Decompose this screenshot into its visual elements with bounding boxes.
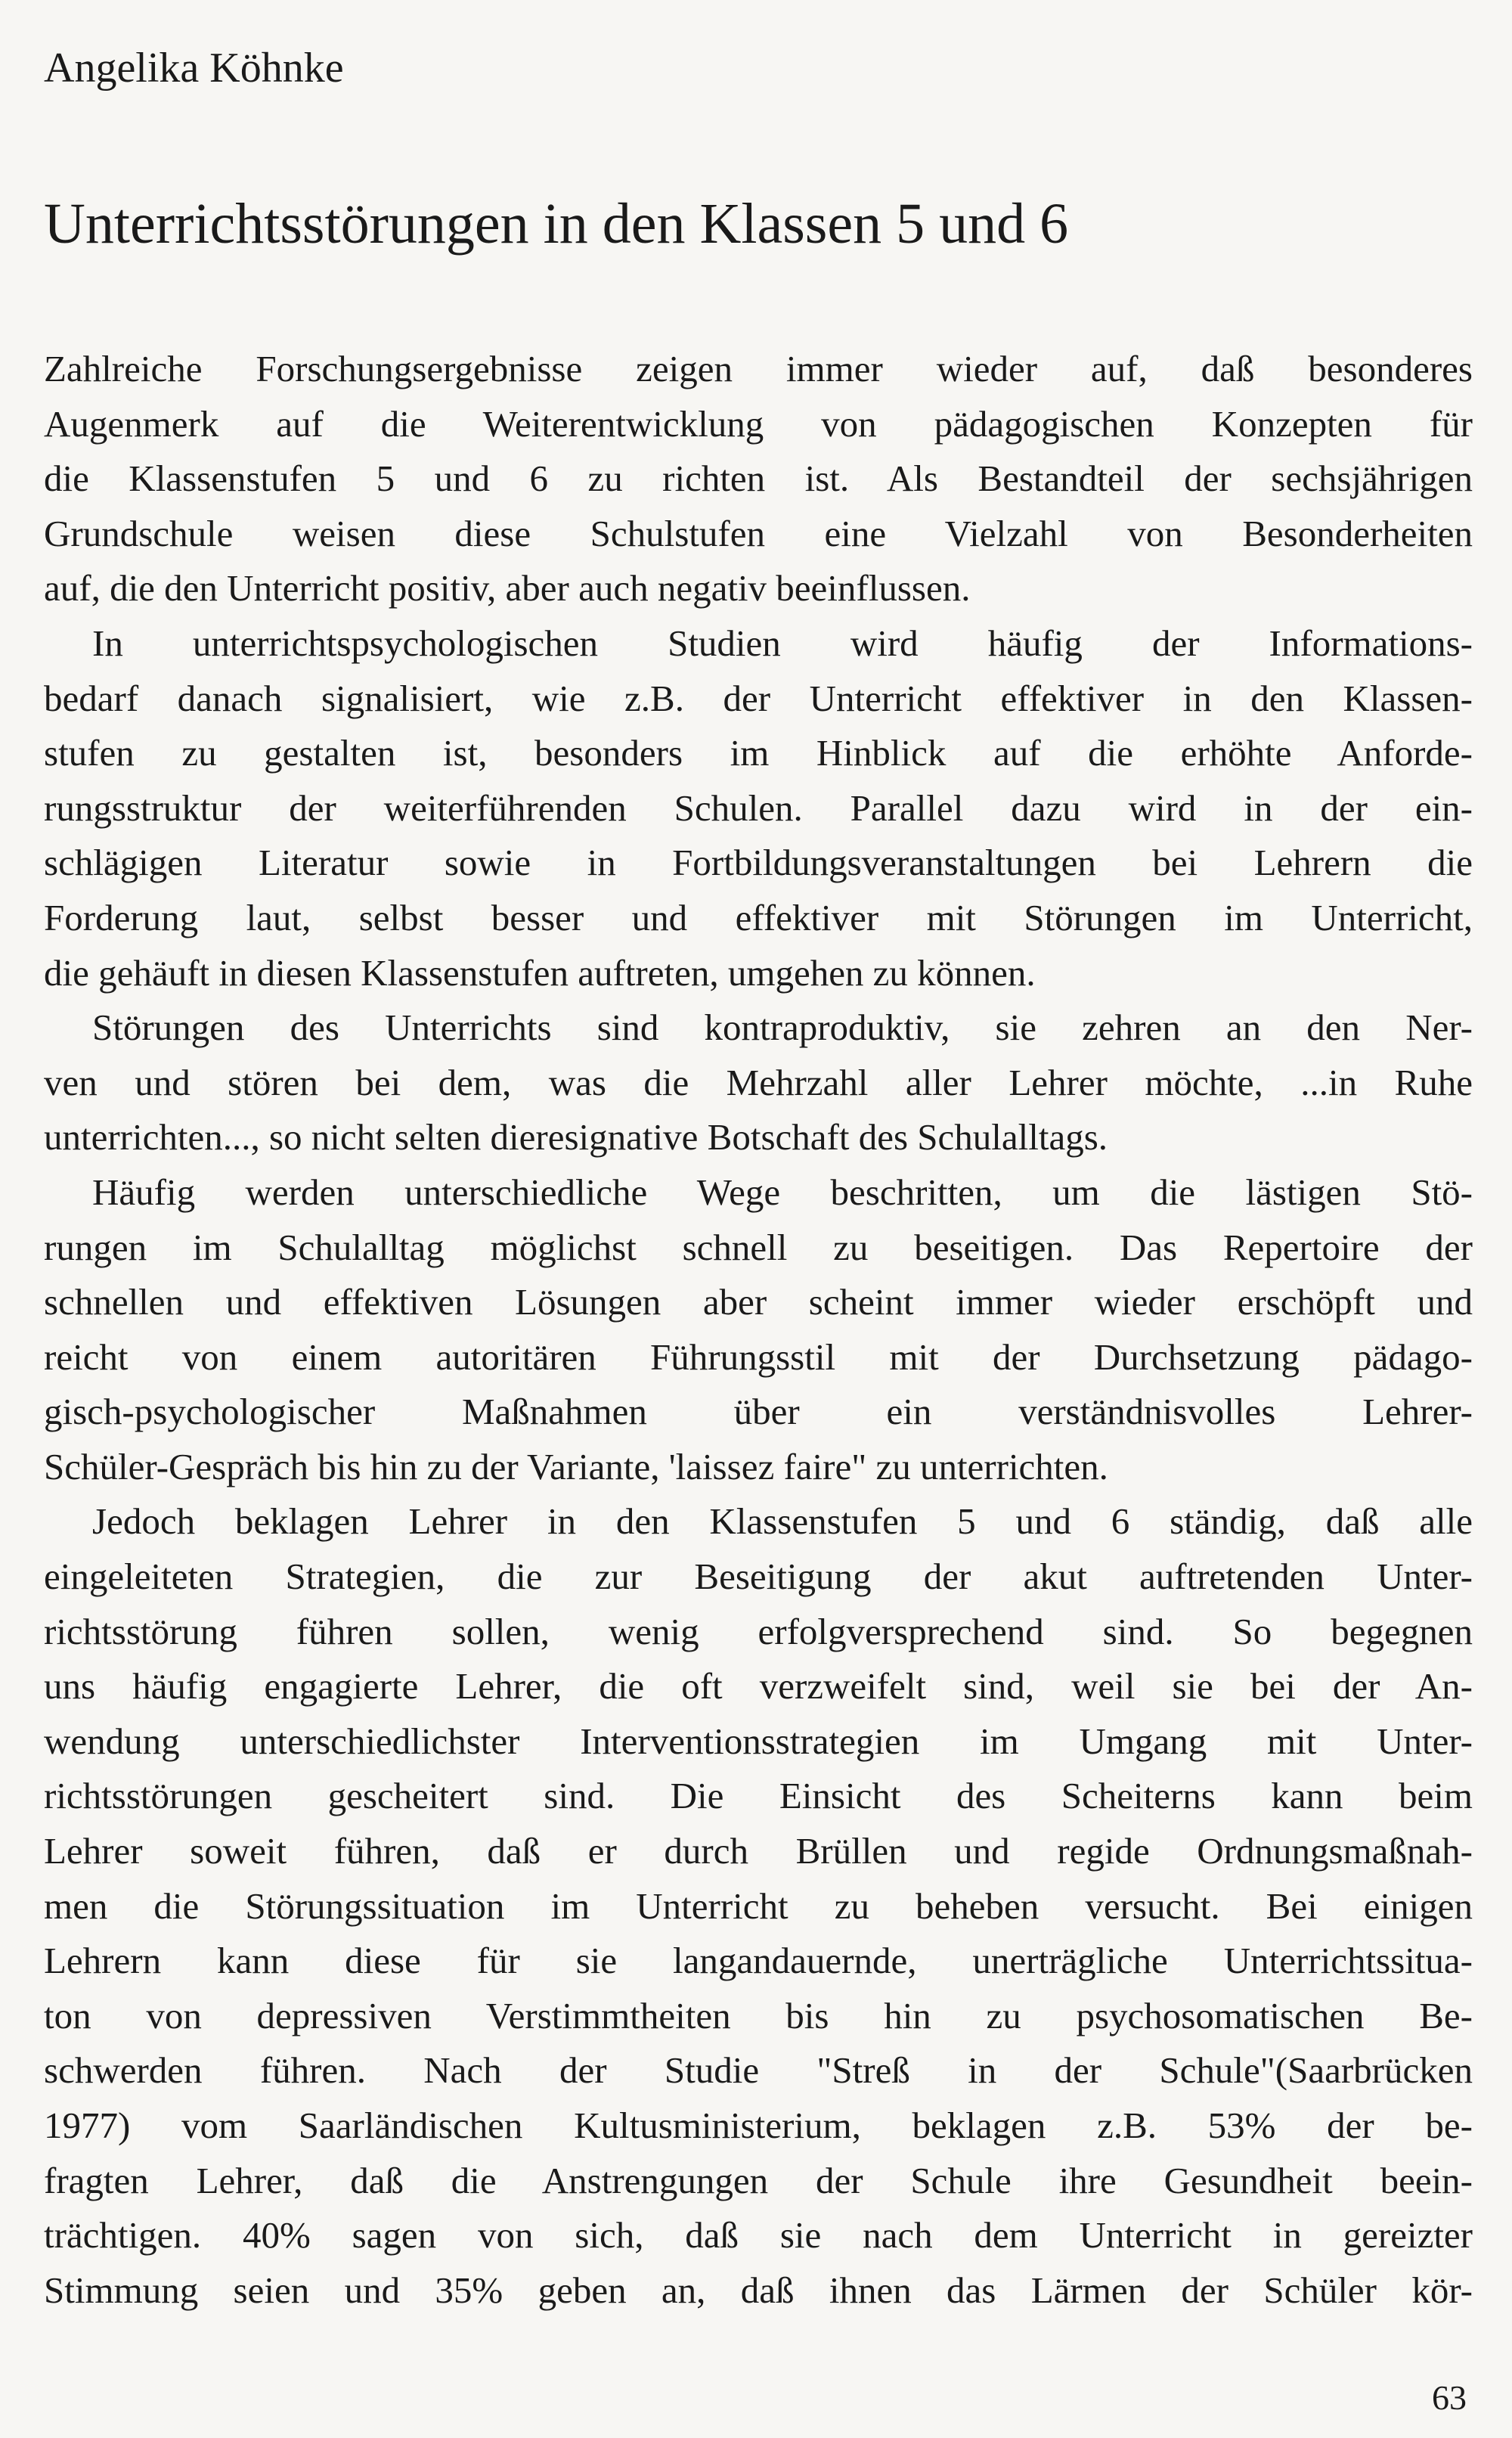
text-line: eingeleiteten Strategien, die zur Beseitigung der akut auftretenden Unter- xyxy=(44,1556,1473,1598)
body-text xyxy=(44,342,1473,2318)
text-line: bedarf danach signalisiert, wie z.B. der Unterricht effektiver in den Klassen- xyxy=(44,677,1473,719)
text-line: Häufig werden unterschiedliche Wege beschritten, um die lästigen Stö- xyxy=(92,1171,1473,1213)
text-line: schlägigen Literatur sowie in Fortbildungsveranstaltungen bei Lehrern die xyxy=(44,842,1473,884)
text-line: richtsstörung führen sollen, wenig erfolgversprechend sind. So begegnen xyxy=(44,1610,1473,1652)
chapter-title: Unterrichtsstörungen in den Klassen 5 und 6 xyxy=(44,192,1069,256)
text-line: Augenmerk auf die Weiterentwicklung von pädagogischen Konzepten für xyxy=(44,402,1473,445)
text-line: unterrichten..., so nicht selten dieresignative Botschaft des Schulalltags. xyxy=(44,1116,1108,1159)
text-line: 1977) vom Saarländischen Kultusministerium, beklagen z.B. 53% der be- xyxy=(44,2105,1473,2146)
text-line: ton von depressiven Verstimmtheiten bis hin zu psychosomatischen Be- xyxy=(44,1994,1473,2036)
text-line: Stimmung seien und 35% geben an, daß ihnen das Lärmen der Schüler kör- xyxy=(44,2269,1473,2311)
text-line: die Klassenstufen 5 und 6 zu richten ist. Als Bestandteil der sechsjährigen xyxy=(44,458,1473,500)
text-line: rungsstruktur der weiterführenden Schulen. Parallel dazu wird in der ein- xyxy=(44,786,1473,829)
text-line: gisch-psychologischer Maßnahmen über ein verständnisvolles Lehrer- xyxy=(44,1391,1473,1433)
text-line: uns häufig engagierte Lehrer, die oft verzweifelt sind, weil sie bei der An- xyxy=(44,1665,1473,1708)
text-line: stufen zu gestalten ist, besonders im Hinblick auf die erhöhte Anforde- xyxy=(44,732,1473,774)
author-name: Angelika Köhnke xyxy=(44,45,344,92)
text-line: auf, die den Unterricht positiv, aber auch negativ beeinflussen. xyxy=(44,567,971,610)
page-number: 63 xyxy=(1432,2378,1467,2417)
text-line: Lehrern kann diese für sie langandauernde, unerträgliche Unterrichtssitua- xyxy=(44,1940,1473,1982)
text-line: rungen im Schulalltag möglichst schnell zu beseitigen. Das Repertoire der xyxy=(44,1226,1473,1268)
text-line: Störungen des Unterrichts sind kontraproduktiv, sie zehren an den Ner- xyxy=(92,1007,1473,1049)
text-line: Lehrer soweit führen, daß er durch Brüllen und regide Ordnungsmaßnah- xyxy=(44,1830,1473,1872)
text-line: trächtigen. 40% sagen von sich, daß sie nach dem Unterricht in gereizter xyxy=(44,2214,1473,2257)
text-line: richtsstörungen gescheitert sind. Die Einsicht des Scheiterns kann beim xyxy=(44,1775,1473,1817)
text-line: fragten Lehrer, daß die Anstrengungen der Schule ihre Gesundheit beein- xyxy=(44,2159,1473,2201)
text-line: schwerden führen. Nach der Studie "Streß in der Schule"(Saarbrücken xyxy=(44,2049,1473,2092)
text-line: schnellen und effektiven Lösungen aber scheint immer wieder erschöpft und xyxy=(44,1281,1473,1323)
text-line: Zahlreiche Forschungsergebnisse zeigen immer wieder auf, daß besonderes xyxy=(44,348,1473,389)
text-line: In unterrichtspsychologischen Studien wird häufig der Informations- xyxy=(92,622,1473,664)
text-line: Jedoch beklagen Lehrer in den Klassenstufen 5 und 6 ständig, daß alle xyxy=(92,1500,1473,1543)
text-line: Forderung laut, selbst besser und effektiver mit Störungen im Unterricht, xyxy=(44,896,1473,938)
text-line: Schüler-Gespräch bis hin zu der Variante, 'laissez faire" zu unterrichten. xyxy=(44,1445,1108,1487)
text-line: wendung unterschiedlichster Interventionsstrategien im Umgang mit Unter- xyxy=(44,1720,1473,1762)
text-line: men die Störungssituation im Unterricht zu beheben versucht. Bei einigen xyxy=(44,1884,1473,1927)
text-line: die gehäuft in diesen Klassenstufen auftreten, umgehen zu können. xyxy=(44,951,1036,994)
text-line: reicht von einem autoritären Führungsstil mit der Durchsetzung pädago- xyxy=(44,1335,1473,1378)
text-line: ven und stören bei dem, was die Mehrzahl aller Lehrer möchte, ...in Ruhe xyxy=(44,1061,1473,1103)
text-line: Grundschule weisen diese Schulstufen eine Vielzahl von Besonderheiten xyxy=(44,512,1473,554)
